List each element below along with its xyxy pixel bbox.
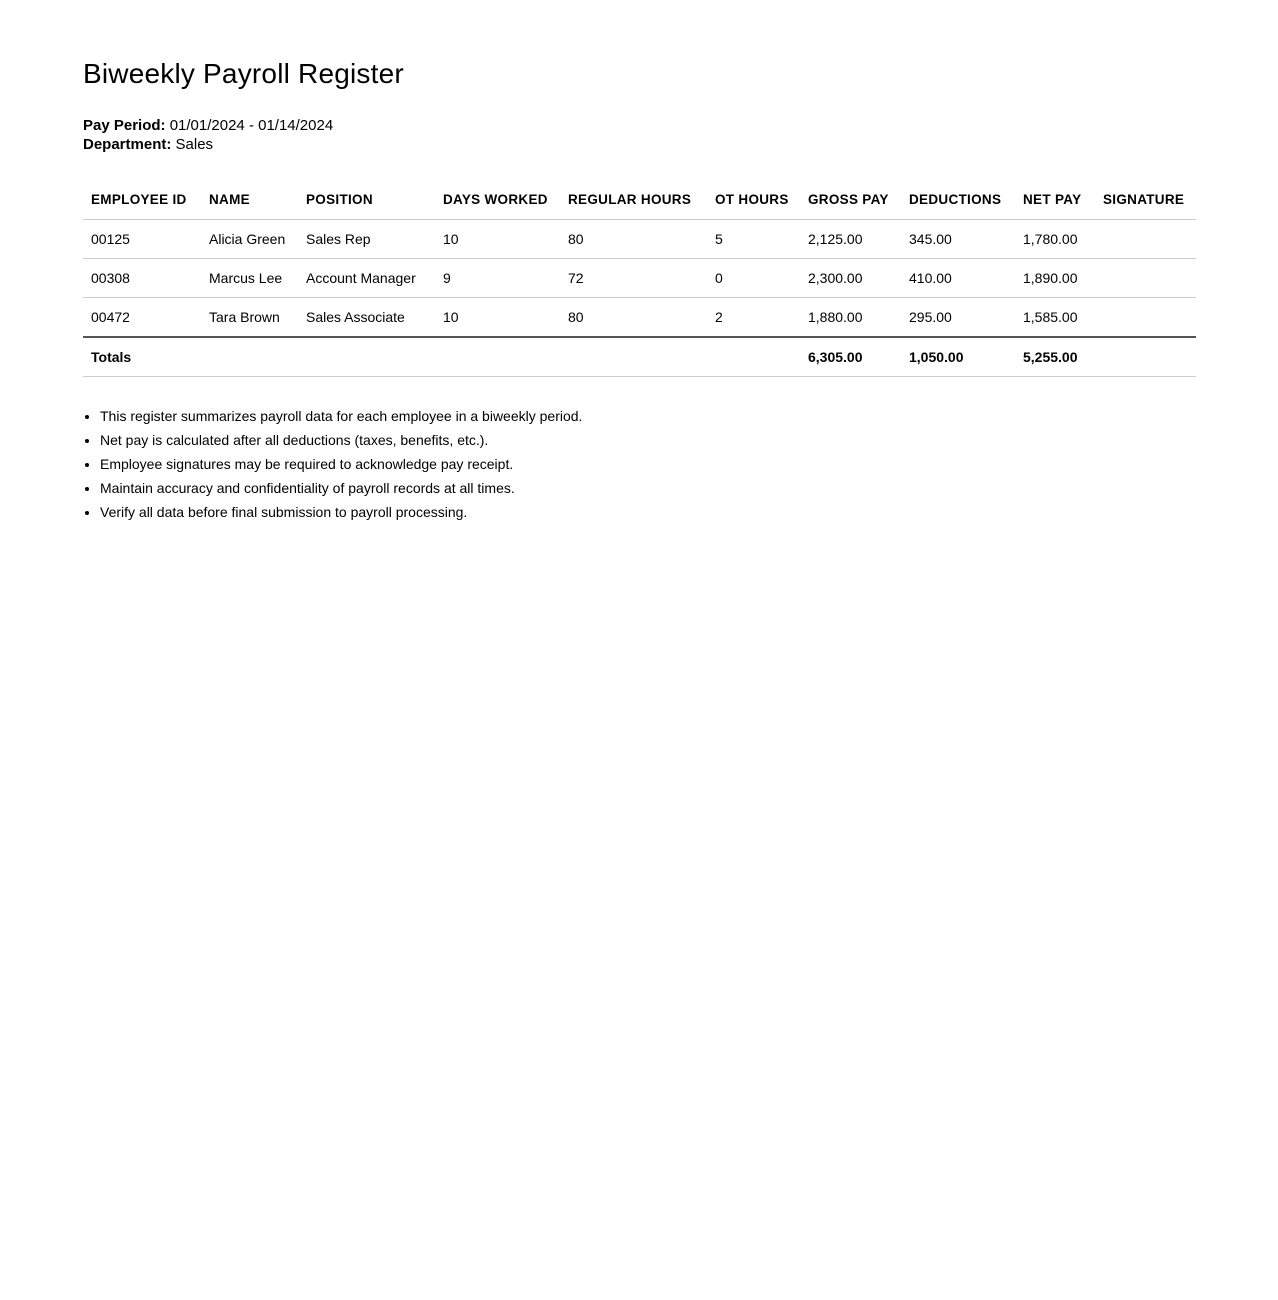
totals-cell bbox=[1095, 337, 1196, 377]
totals-cell bbox=[707, 337, 800, 377]
totals-cell: 5,255.00 bbox=[1015, 337, 1095, 377]
table-cell: 2 bbox=[707, 298, 800, 338]
column-header: DAYS WORKED bbox=[435, 181, 560, 220]
department-line bbox=[83, 135, 1278, 154]
totals-cell: 1,050.00 bbox=[901, 337, 1015, 377]
pay-period-value: 01/01/2024 - 01/14/2024 bbox=[169, 117, 334, 134]
department-value: Sales bbox=[175, 136, 214, 153]
totals-cell bbox=[298, 337, 435, 377]
column-header: POSITION bbox=[298, 181, 435, 220]
column-header: NAME bbox=[201, 181, 298, 220]
table-cell: 00308 bbox=[83, 259, 201, 298]
table-row bbox=[83, 259, 1196, 298]
column-header: GROSS PAY bbox=[800, 181, 901, 220]
page-title: Biweekly Payroll Register bbox=[83, 58, 404, 89]
pay-period-line bbox=[83, 116, 1278, 135]
table-cell: 2,125.00 bbox=[800, 220, 901, 259]
table-cell: 10 bbox=[435, 220, 560, 259]
table-cell: 1,585.00 bbox=[1015, 298, 1095, 338]
table-body bbox=[83, 220, 1196, 338]
note-item: • This register summarizes payroll data for each employee in a biweekly period. bbox=[100, 408, 1278, 424]
totals-label: Totals bbox=[83, 337, 201, 377]
column-header: OT HOURS bbox=[707, 181, 800, 220]
note-item: • Employee signatures may be required to acknowledge pay receipt. bbox=[100, 456, 1278, 472]
table-cell: 9 bbox=[435, 259, 560, 298]
totals-row bbox=[83, 337, 1196, 377]
table-row bbox=[83, 298, 1196, 338]
table-cell bbox=[1095, 259, 1196, 298]
totals-cell bbox=[201, 337, 298, 377]
table-cell bbox=[1095, 298, 1196, 338]
department-label: Department: bbox=[83, 136, 172, 153]
column-header: REGULAR HOURS bbox=[560, 181, 707, 220]
totals-cell bbox=[435, 337, 560, 377]
table-cell: 1,890.00 bbox=[1015, 259, 1095, 298]
table-row bbox=[83, 220, 1196, 259]
notes-list bbox=[83, 408, 1278, 520]
table-cell: 1,780.00 bbox=[1015, 220, 1095, 259]
table-cell: 295.00 bbox=[901, 298, 1015, 338]
table-cell: 10 bbox=[435, 298, 560, 338]
totals-cell: 6,305.00 bbox=[800, 337, 901, 377]
note-item: • Verify all data before final submission to payroll processing. bbox=[100, 504, 1278, 520]
column-header: EMPLOYEE ID bbox=[83, 181, 201, 220]
payroll-table bbox=[83, 181, 1196, 377]
note-item: • Maintain accuracy and confidentiality of payroll records at all times. bbox=[100, 480, 1278, 496]
table-cell bbox=[1095, 220, 1196, 259]
table-header bbox=[83, 181, 1196, 220]
totals-cell bbox=[560, 337, 707, 377]
table-cell: 72 bbox=[560, 259, 707, 298]
table-cell: Sales Associate bbox=[298, 298, 435, 338]
column-header: SIGNATURE bbox=[1095, 181, 1196, 220]
report-meta bbox=[83, 116, 1278, 154]
table-cell: 410.00 bbox=[901, 259, 1015, 298]
table-cell: Tara Brown bbox=[201, 298, 298, 338]
table-cell: 80 bbox=[560, 220, 707, 259]
column-header: NET PAY bbox=[1015, 181, 1095, 220]
table-cell: Sales Rep bbox=[298, 220, 435, 259]
table-cell: 00472 bbox=[83, 298, 201, 338]
table-cell: 00125 bbox=[83, 220, 201, 259]
table-cell: 0 bbox=[707, 259, 800, 298]
table-cell: 2,300.00 bbox=[800, 259, 901, 298]
table-cell: Marcus Lee bbox=[201, 259, 298, 298]
table-footer bbox=[83, 337, 1196, 377]
pay-period-label: Pay Period: bbox=[83, 117, 166, 134]
table-cell: 345.00 bbox=[901, 220, 1015, 259]
table-header-row bbox=[83, 181, 1196, 220]
table-cell: 1,880.00 bbox=[800, 298, 901, 338]
note-item: • Net pay is calculated after all deductions (taxes, benefits, etc.). bbox=[100, 432, 1278, 448]
column-header: DEDUCTIONS bbox=[901, 181, 1015, 220]
table-cell: 80 bbox=[560, 298, 707, 338]
table-cell: 5 bbox=[707, 220, 800, 259]
table-cell: Account Manager bbox=[298, 259, 435, 298]
table-cell: Alicia Green bbox=[201, 220, 298, 259]
